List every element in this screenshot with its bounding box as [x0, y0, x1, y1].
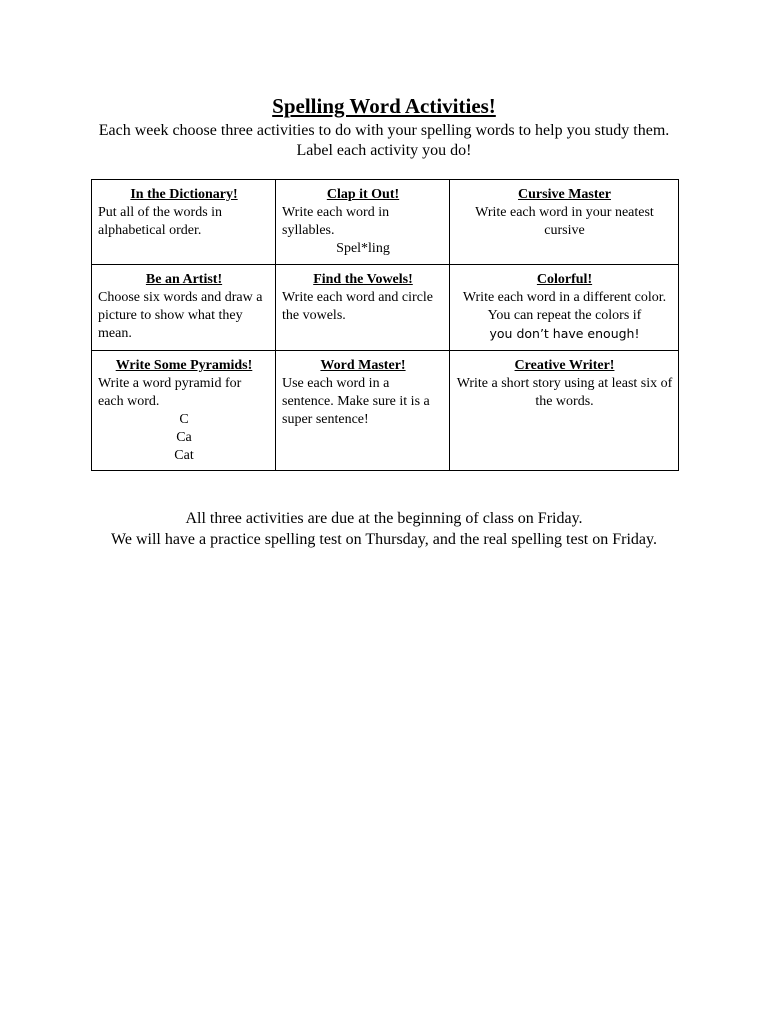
activity-description: Write each word in a different color. You can repeat the colors if [462, 290, 667, 323]
pyramid-line: Cat [174, 448, 194, 463]
due-date-note: All three activities are due at the beginning of class on Friday. [185, 510, 583, 527]
activity-title: Be an Artist! [145, 272, 223, 287]
activity-description: Write each word in your neatest cursive [475, 205, 654, 238]
activity-title: Colorful! [536, 272, 593, 287]
activity-title: Clap it Out! [326, 187, 400, 202]
activity-cell-dictionary [92, 180, 276, 265]
pyramid-line: C [179, 412, 189, 427]
footer-notes [80, 508, 688, 550]
activity-cell-artist [92, 265, 276, 351]
activity-description: Choose six words and draw a picture to show what they mean. [98, 290, 263, 341]
table-row [92, 180, 679, 265]
table-row [92, 265, 679, 351]
activity-description: Write a short story using at least six of the words. [456, 376, 673, 409]
test-schedule-note: We will have a practice spelling test on Thursday, and the real spelling test on Friday. [111, 531, 657, 548]
activity-title: Cursive Master [518, 187, 611, 202]
pyramid-line: Ca [176, 430, 192, 445]
activity-cell-pyramids [92, 351, 276, 471]
activity-description-continued: you don’t have enough! [489, 326, 640, 341]
activity-description: Write each word in syllables. [282, 205, 390, 238]
activity-cell-colorful [450, 265, 679, 351]
activity-title: Creative Writer! [514, 358, 615, 373]
activity-cell-creative-writer [450, 351, 679, 471]
activity-description: Write each word and circle the vowels. [282, 290, 434, 323]
activity-cell-clap [276, 180, 450, 265]
activity-cell-vowels [276, 265, 450, 351]
activity-description: Use each word in a sentence. Make sure it is a super sentence! [282, 376, 430, 427]
activity-description: Write a word pyramid for each word. [98, 376, 242, 409]
activity-cell-cursive [450, 180, 679, 265]
activity-title: Word Master! [320, 358, 406, 373]
activity-cell-word-master [276, 351, 450, 471]
syllable-example: Spel*ling [336, 241, 390, 256]
table-row [92, 351, 679, 471]
activity-title: Find the Vowels! [313, 272, 413, 287]
page-title: Spelling Word Activities! [272, 94, 496, 118]
activity-title: In the Dictionary! [130, 187, 238, 202]
intro-text: Each week choose three activities to do with your spelling words to help you study them. Label each activity you do! [98, 122, 670, 159]
activity-title: Write Some Pyramids! [115, 358, 253, 373]
activity-description: Put all of the words in alphabetical order. [98, 205, 223, 238]
activities-table [91, 179, 679, 471]
